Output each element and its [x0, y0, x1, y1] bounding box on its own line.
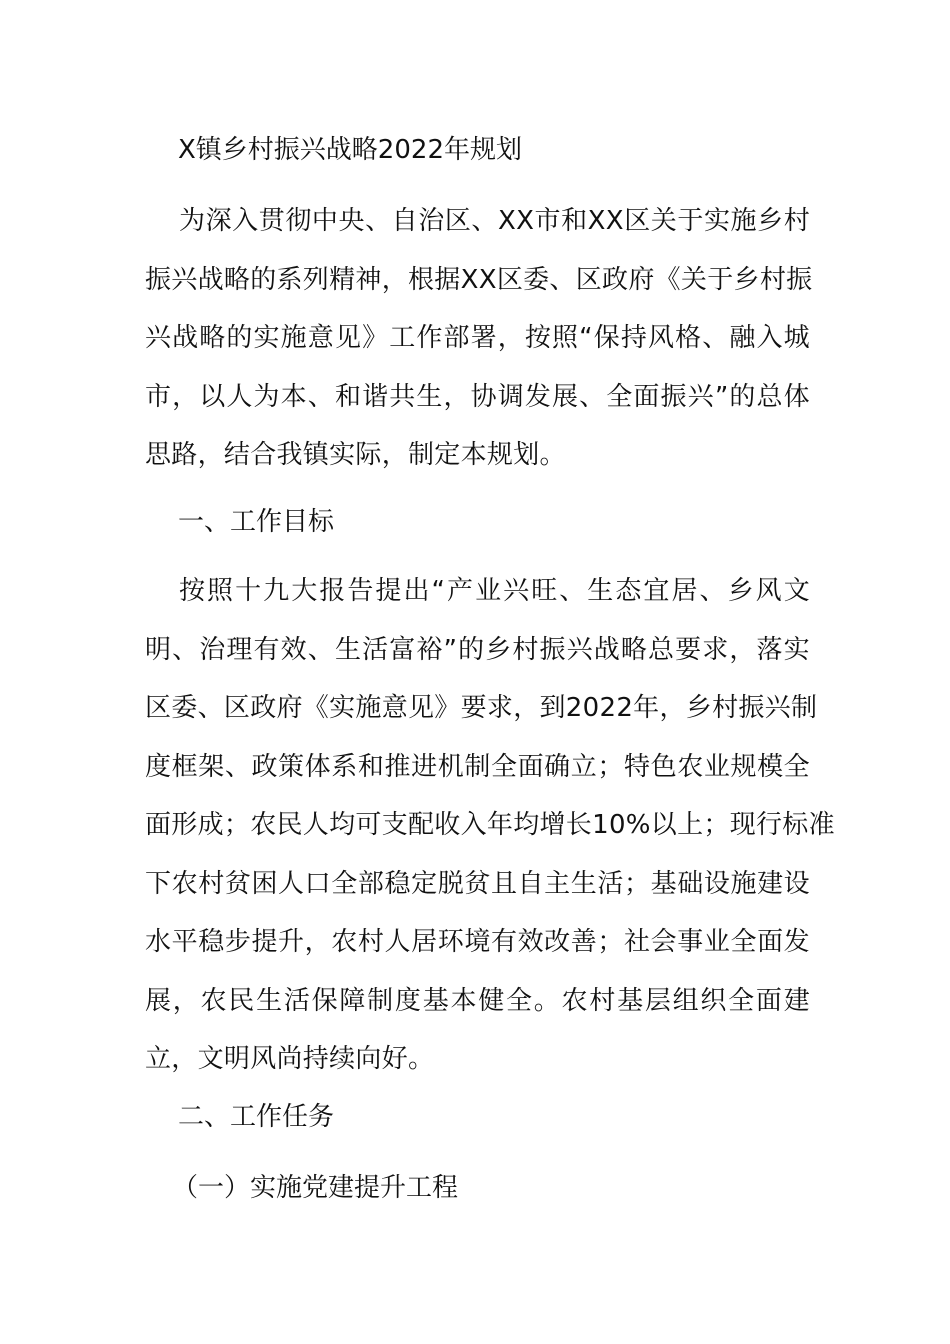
- paragraph-line: 区委、区政府《实施意见》要求，到2022年，乡村振兴制: [145, 693, 818, 723]
- section-heading-tasks: 二、工作任务: [178, 1102, 335, 1132]
- paragraph-line: 明、治理有效、生活富裕”的乡村振兴战略总要求，落实: [145, 634, 810, 665]
- paragraph-line: 水平稳步提升，农村人居环境有效改善；社会事业全面发: [145, 927, 810, 957]
- paragraph-line: 为深入贯彻中央、自治区、XX市和XX区关于实施乡村: [179, 206, 810, 236]
- intro-paragraph: [145, 192, 813, 485]
- paragraph-line: 按照十九大报告提出“产业兴旺、生态宜居、乡风文: [179, 576, 810, 606]
- paragraph-line: 市，以人为本、和谐共生，协调发展、全面振兴”的总体: [145, 381, 810, 412]
- paragraph-line: 度框架、政策体系和推进机制全面确立；特色农业规模全: [145, 751, 810, 782]
- paragraph-line: 面形成；农民人均可支配收入年均增长10%以上；现行标准: [145, 810, 835, 840]
- paragraph-line: 下农村贫困人口全部稳定脱贫且自主生活；基础设施建设: [145, 868, 810, 899]
- paragraph-line: 展，农民生活保障制度基本健全。农村基层组织全面建: [145, 985, 810, 1016]
- document-title: X镇乡村振兴战略2022年规划: [178, 135, 522, 165]
- section-heading-goals: 一、工作目标: [178, 507, 335, 537]
- goals-paragraph: [145, 562, 835, 1089]
- subsection-heading-party-building: （一）实施党建提升工程: [172, 1173, 459, 1203]
- paragraph-line: 立，文明风尚持续向好。: [145, 1044, 435, 1074]
- paragraph-line: 思路，结合我镇实际，制定本规划。: [145, 440, 566, 470]
- paragraph-line: 兴战略的实施意见》工作部署，按照“保持风格、融入城: [145, 323, 810, 353]
- paragraph-line: 振兴战略的系列精神，根据XX区委、区政府《关于乡村振: [145, 264, 813, 295]
